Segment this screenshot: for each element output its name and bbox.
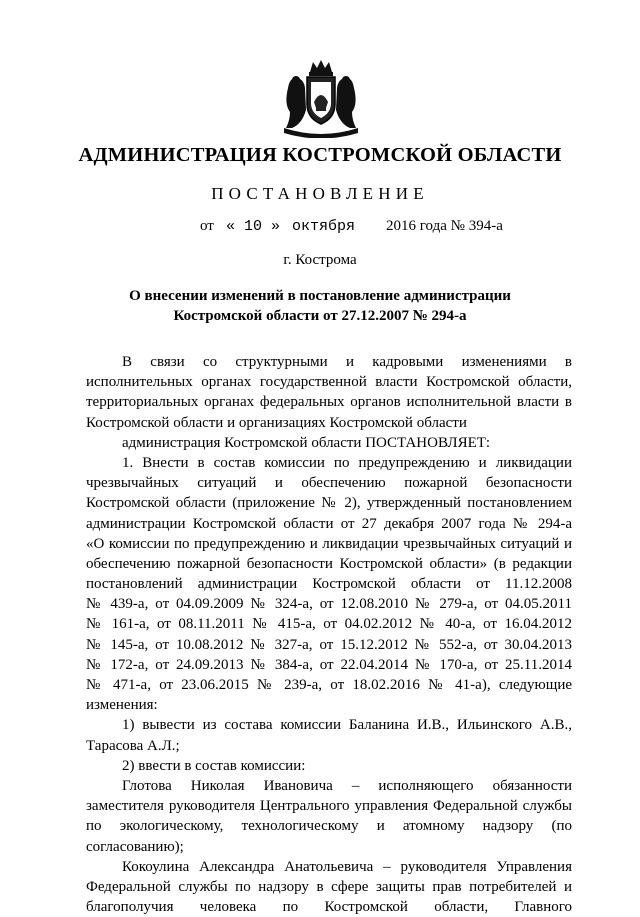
date-prefix: от xyxy=(200,218,214,234)
body-line: № 439-а, от 04.09.2009 № 324-а, от 12.08.2010 № 279-а, от 04.05.2011 xyxy=(86,596,572,613)
document-city: г. Кострома xyxy=(283,252,357,268)
body-line: согласованию); xyxy=(86,838,184,855)
body-line: благополучия человека по Костромской области, Главного xyxy=(86,899,572,916)
date-month: октября xyxy=(292,218,356,235)
body-line: чрезвычайных ситуаций и обеспечению пожарной безопасности xyxy=(86,475,572,492)
body-line: изменения: xyxy=(86,697,158,714)
coat-of-arms-emblem xyxy=(280,58,362,138)
body-line: № 172-а, от 24.09.2013 № 384-а, от 22.04.2014 № 170-а, от 25.11.2014 xyxy=(86,656,572,673)
document-subject xyxy=(0,286,640,326)
body-line: Глотова Николая Ивановича – исполняющего обязанности xyxy=(122,777,572,794)
body-line: В связи со структурными и кадровыми изменениями в xyxy=(122,354,572,370)
body-line: «О комиссии по предупреждению и ликвидации чрезвычайных ситуаций и xyxy=(86,535,572,552)
subject-line: Костромской области от 27.12.2007 № 294-а xyxy=(173,308,467,324)
body-line: по экологическому, технологическому и атомному надзору (по xyxy=(86,818,572,835)
body-line: № 145-а, от 10.08.2012 № 327-а, от 15.12.2012 № 552-а, от 30.04.2013 xyxy=(86,636,572,653)
body-line: администрации Костромской области от 27 декабря 2007 года № 294-а xyxy=(86,515,572,532)
body-line: 1. Внести в состав комиссии по предупреждению и ликвидации xyxy=(122,454,572,471)
date-year-number: 2016 года № 394-а xyxy=(386,218,503,234)
body-line: № 471-а, от 23.06.2015 № 239-а, от 18.02.2016 № 41-а), следующие xyxy=(86,677,572,693)
body-line: обеспечению пожарной безопасности Костромской области» (в редакции xyxy=(86,555,572,572)
date-day: « 10 » xyxy=(226,218,281,235)
body-line: территориальных органах федеральных органов исполнительной власти в xyxy=(86,394,572,411)
body-line: № 161-а, от 08.11.2011 № 415-а, от 04.02.2012 № 40-а, от 16.04.2012 xyxy=(86,616,572,633)
body-line: 2) ввести в состав комиссии: xyxy=(122,757,306,774)
body-line: постановлений администрации Костромской области от 11.12.2008 xyxy=(86,576,572,593)
body-line: Костромской области и организациях Костромской области xyxy=(86,414,467,431)
subject-line: О внесении изменений в постановление администрации xyxy=(129,288,511,304)
document-body xyxy=(86,352,572,917)
organization-title: АДМИНИСТРАЦИЯ КОСТРОМСКОЙ ОБЛАСТИ xyxy=(78,144,562,166)
body-line: Костромской области (приложение № 2), утвержденный постановлением xyxy=(86,495,572,512)
body-line: Тарасова А.Л.; xyxy=(86,737,180,754)
body-line: заместителя руководителя Центрального управления Федеральной службы xyxy=(86,798,572,815)
body-line: исполнительных органах государственной власти Костромской области, xyxy=(86,374,572,391)
body-line: Федеральной службы по надзору в сфере защиты прав потребителей и xyxy=(86,878,572,895)
body-line: администрация Костромской области ПОСТАНОВЛЯЕТ: xyxy=(122,434,491,451)
document-type: ПОСТАНОВЛЕНИЕ xyxy=(211,184,429,203)
body-line: Кокоулина Александра Анатольевича – руководителя Управления xyxy=(122,858,572,875)
body-line: 1) вывести из состава комиссии Баланина И.В., Ильинского А.В., xyxy=(122,717,572,734)
